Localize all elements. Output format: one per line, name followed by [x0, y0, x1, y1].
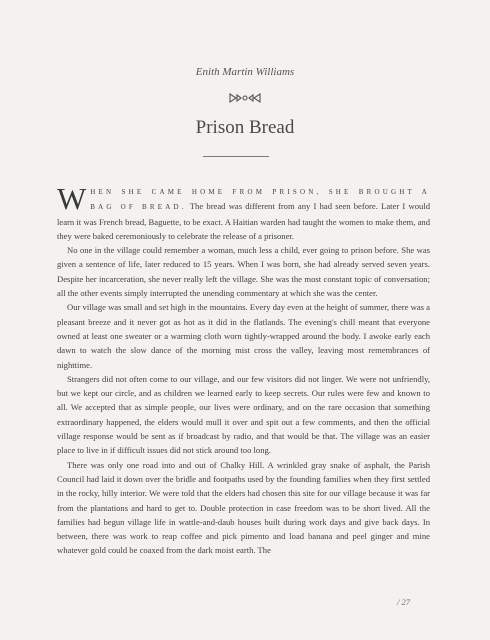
- story-title: Prison Bread: [195, 117, 295, 138]
- opening-smallcaps: HEN SHE CAME HOME FROM PRISON, SHE BROUGHT A BAG OF BREAD.: [90, 188, 430, 212]
- page-number: / 27: [397, 597, 410, 607]
- paragraph-2: No one in the village could remember a woman, much less a child, ever going to prison before. She was given a sentence of life, later reduced to 15 years. When I was born, she had already served seven years. Despite her incarceration, she never really left the village. She was the most constant topic of conversation; all the other events simply interrupted the unending commentary at which she was the center.: [57, 245, 430, 299]
- story-body: [57, 181, 430, 558]
- paragraph-3: Our village was small and set high in the mountains. Every day even at the height of summer, there was a pleasant breeze and it never got as hot as it did in the flatlands. The evening's chill meant that everyone owned at least one sweater or a warming cloth worn tightly-wrapped around the body. I awoke early each dawn to watch the slow dance of the morning mist cross the valley, leaving most remembrances of nighttime.: [57, 302, 430, 370]
- fleuron-ornament-icon: [228, 92, 262, 104]
- paragraph-4: Strangers did not often come to our village, and our few visitors did not linger. We were not unfriendly, but we kept our circle, and as children we learned early to keep secrets. Our rules were few and known to all. We accepted that as simple people, our lives were ordinary, and on the rare occasion that something extraordinary happened, the elders would mull it over and spit out a few comments, and then the official village response would be sent as if broadcast by radio, and that would be that. The village was an easier place to live in if difficult issues did not stick around too long.: [57, 373, 430, 456]
- paragraph-5: There was only one road into and out of Chalky Hill. A wrinkled gray snake of asphalt, the Parish Council had laid it down over the bridle and footpaths used by the founding families when they first settled in the rocky, hilly interior. We were told that the elders had chosen this site for our village because it was far from the plantations and hard to get to. Double protection in case freedom was to be short lived. All the families had begun village life in wattle-and-daub houses built during work days and give back days. In between, there was work to reap coffee and pick pimento and load banana and peel ginger and mine whatever gold could be coaxed from the dark moist earth. The: [57, 459, 430, 556]
- paragraph-1: [57, 181, 430, 243]
- paragraph-1-text: The bread was different from any I had seen before. Later I would learn it was French bread, Baguette, to be exact. A Haitian warden had taught the women to make them, and they were baked ceremoniously to celebrate the release of a prisoner.: [57, 201, 430, 241]
- drop-cap: W: [57, 181, 87, 216]
- title-divider: [203, 156, 269, 157]
- author-name: Enith Martin Williams: [195, 66, 295, 78]
